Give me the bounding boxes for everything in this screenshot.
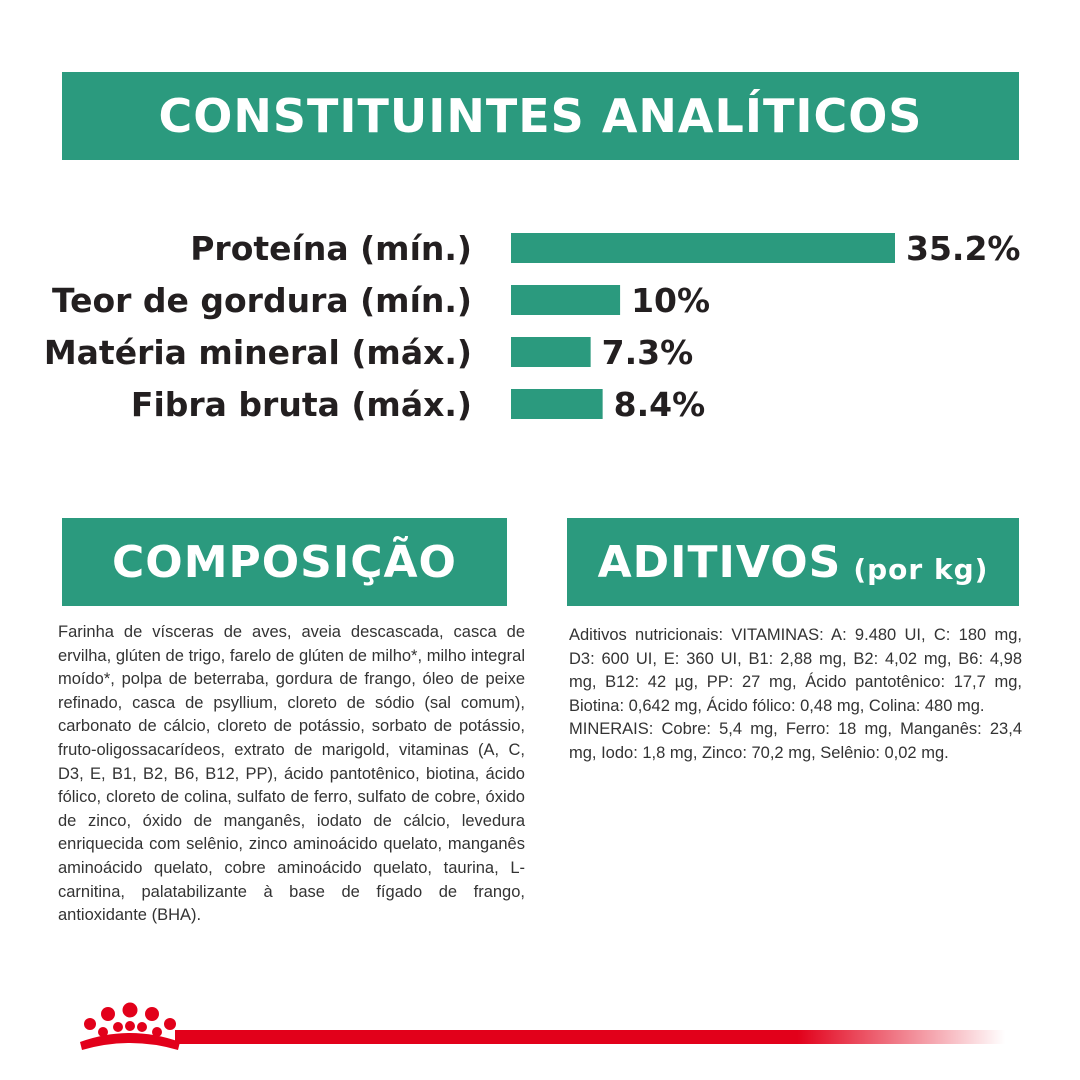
additives-text xyxy=(569,624,1022,766)
category-label: Teor de gordura (mín.) xyxy=(51,281,472,320)
category-label: Proteína (mín.) xyxy=(190,229,472,268)
additives-title: ADITIVOS xyxy=(597,536,842,588)
analytic-constituents-title: CONSTITUINTES ANALÍTICOS xyxy=(158,89,923,143)
composition-title: COMPOSIÇÃO xyxy=(112,536,457,588)
value-label: 7.3% xyxy=(601,333,694,372)
bar xyxy=(511,233,895,263)
bar xyxy=(511,337,591,367)
category-label: Fibra bruta (máx.) xyxy=(130,385,472,424)
additives-minerals: MINERAIS: Cobre: 5,4 mg, Ferro: 18 mg, Manganês: 23,4 mg, Iodo: 1,8 mg, Zinco: 70,2 mg, Selênio: 0,02 mg. xyxy=(569,720,1022,762)
composition-header xyxy=(62,518,507,606)
analytic-bar-chart xyxy=(0,210,1080,450)
additives-subtitle: (por kg) xyxy=(853,552,989,586)
category-label: Matéria mineral (máx.) xyxy=(43,333,472,372)
additives-header xyxy=(567,518,1019,606)
value-label: 35.2% xyxy=(906,229,1021,268)
royal-canin-crown-icon xyxy=(70,998,190,1060)
value-label: 10% xyxy=(631,281,711,320)
composition-text: Farinha de vísceras de aves, aveia descascada, casca de ervilha, glúten de trigo, farelo de glúten de milho*, milho integral moído*, polpa de beterraba, gordura de frango, óleo de peixe refinado, casca de psyllium, cloreto de sódio (sal comum), carbonato de cálcio, cloreto de potássio, sorbato de potássio, fruto-oligossacarídeos, extrato de marigold, vitaminas (A, C, D3, E, B1, B2, B6, B12, PP), ácido pantotênico, biotina, ácido fólico, cloreto de colina, sulfato de ferro, sulfato de cobre, óxido de zinco, óxido de manganês, iodato de cálcio, levedura enriquecida com selênio, zinco aminoácido quelato, manganês aminoácido quelato, cobre aminoácido quelato, taurina, L-carnitina, palatabilizante à base de fígado de frango, antioxidante (BHA). xyxy=(58,623,525,925)
additives-vitamins: Aditivos nutricionais: VITAMINAS: A: 9.480 UI, C: 180 mg, D3: 600 UI, E: 360 UI, B1: 2,88 mg, B2: 4,02 mg, B6: 4,98 mg, B12: 42 µg, PP: 27 mg, Ácido pantotênico: 17,7 mg, Biotina: 0,642 mg, Ácido fólico: 0,48 mg, Colina: 480 mg. xyxy=(569,626,1022,715)
analytic-constituents-header xyxy=(62,72,1019,160)
brand-footer-line xyxy=(175,1030,1005,1044)
value-label: 8.4% xyxy=(613,385,706,424)
bar xyxy=(511,389,603,419)
bar xyxy=(511,285,620,315)
